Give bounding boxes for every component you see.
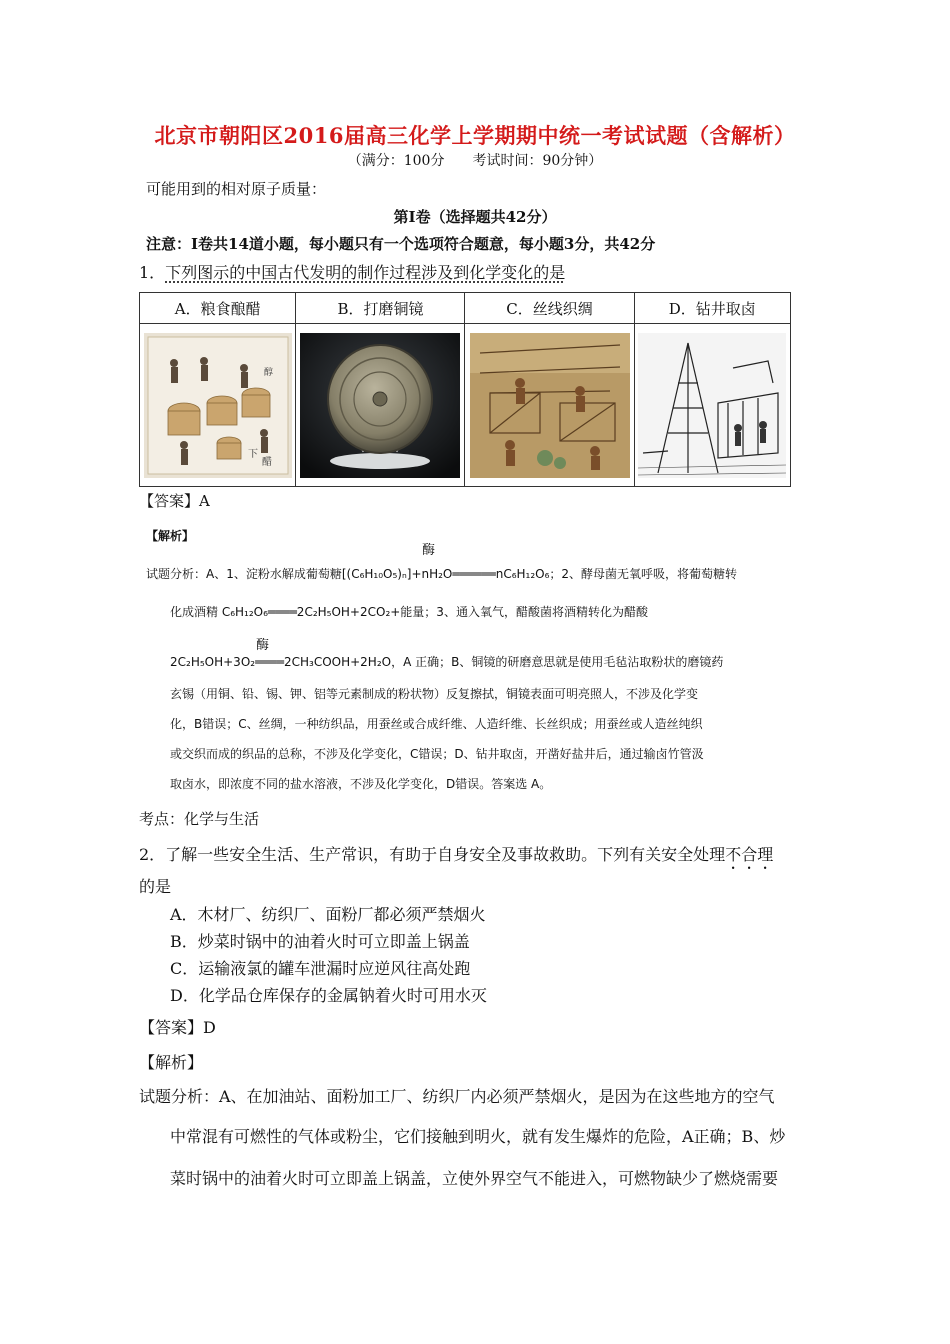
section-title: 第Ⅰ卷（选择题共42分）	[393, 208, 557, 226]
vinegar-making-image	[144, 333, 292, 478]
option-a-label: A．粮食酿醋	[140, 293, 296, 324]
question-2-option-a: A．木材厂、纺织厂、面粉厂都必须严禁烟火	[170, 905, 486, 924]
q1-analysis-line-3: 2C₂H₅OH+3O₂════2CH₃COOH+2H₂O，A 正确；B、铜镜的研磨意思就是使用毛毡沾取粉状的磨镜药	[170, 655, 724, 669]
question-2-stem-text: 2．了解一些安全生活、生产常识，有助于自身安全及事故救助。下列有关安全处理	[139, 845, 726, 864]
svg-text:醇: 醇	[263, 367, 273, 378]
question-1-answer: 【答案】A	[139, 492, 210, 510]
bronze-mirror-image	[300, 333, 460, 478]
q1-analysis-line-6: 或交织而成的织品的总称，不涉及化学变化，C错误；D、钻井取卤，开凿好盐井后，通过输卤竹管汲	[170, 747, 704, 761]
image-label-down: 下	[247, 448, 258, 460]
question-1-options-table	[139, 292, 791, 487]
question-1-stem	[139, 260, 565, 283]
image-label-vinegar: 醋	[261, 456, 272, 468]
option-d-image-cell	[634, 324, 790, 487]
question-1-number: 1．	[139, 263, 166, 282]
question-1-analysis-label: 【解析】	[146, 529, 195, 543]
q1-analysis-line-4: 玄锡（用铜、铅、锡、钾、铝等元素制成的粉状物）反复擦拭，铜镜表面可明亮照人，不涉及化学变	[170, 687, 699, 701]
option-c-label: C．丝线织绸	[465, 293, 634, 324]
option-d-label: D．钻井取卤	[634, 293, 790, 324]
question-2-option-c: C．运输液氯的罐车泄漏时应逆风往高处跑	[170, 959, 471, 978]
enzyme-mark-2: 酶	[256, 638, 270, 653]
question-1-exam-point: 考点：化学与生活	[139, 810, 260, 828]
question-2-emphasis: 不合理	[725, 845, 774, 864]
enzyme-mark-1: 酶	[422, 543, 436, 558]
q1-analysis-line-5: 化，B错误；C、丝绸，一种纺织品，用蚕丝或合成纤维、人造纤维、长丝织成；用蚕丝或人造丝纯织	[170, 717, 703, 731]
question-2-stem-line-1	[139, 842, 773, 873]
question-1-text: 下列图示的中国古代发明的制作过程涉及到化学变化的是	[165, 263, 566, 282]
question-2-stem-line-2: 的是	[139, 877, 172, 896]
notice: 注意：Ⅰ卷共14道小题，每小题只有一个选项符合题意，每小题3分，共42分	[146, 235, 656, 253]
option-a-image-cell	[140, 324, 296, 487]
brine-drilling-image	[638, 333, 786, 478]
q1-analysis-line-2: 化成酒精 C₆H₁₂O₆════2C₂H₅OH+2CO₂+能量；3、通入氧气，醋酸菌将酒精转化为醋酸	[170, 605, 648, 619]
question-2-option-d: D．化学品仓库保存的金属钠着火时可用水灭	[170, 986, 487, 1005]
atomic-mass-line: 可能用到的相对原子质量：	[146, 180, 327, 198]
q1-analysis-line-7: 取卤水，即浓度不同的盐水溶液，不涉及化学变化，D错误。答案选 A。	[170, 777, 552, 791]
q2-analysis-line-1: 试题分析：A、在加油站、面粉加工厂、纺织厂内必须严禁烟火，是因为在这些地方的空气	[139, 1087, 775, 1106]
option-c-image-cell	[465, 324, 634, 487]
silk-weaving-image	[470, 333, 630, 478]
exam-info: （满分：100分 考试时间：90分钟）	[347, 153, 603, 169]
question-2-answer: 【答案】D	[139, 1018, 216, 1037]
option-b-image-cell	[296, 324, 465, 487]
page-title: 北京市朝阳区2016届高三化学上学期期中统一考试试题（含解析）	[154, 123, 796, 148]
q2-analysis-line-2: 中常混有可燃性的气体或粉尘，它们接触到明火，就有发生爆炸的危险，A正确；B、炒	[170, 1127, 786, 1146]
option-b-label: B．打磨铜镜	[296, 293, 465, 324]
question-2-option-b: B．炒菜时锅中的油着火时可立即盖上锅盖	[170, 932, 470, 951]
q1-analysis-line-1: 试题分析：A、1、淀粉水解成葡萄糖[(C₆H₁₀O₅)ₙ]+nH₂O══════nC₆H₁₂O₆；2、酵母菌无氧呼吸，将葡萄糖转	[146, 567, 738, 581]
q2-analysis-line-3: 菜时锅中的油着火时可立即盖上锅盖，立使外界空气不能进入，可燃物缺少了燃烧需要	[170, 1169, 779, 1188]
question-2-analysis-label: 【解析】	[139, 1053, 204, 1072]
